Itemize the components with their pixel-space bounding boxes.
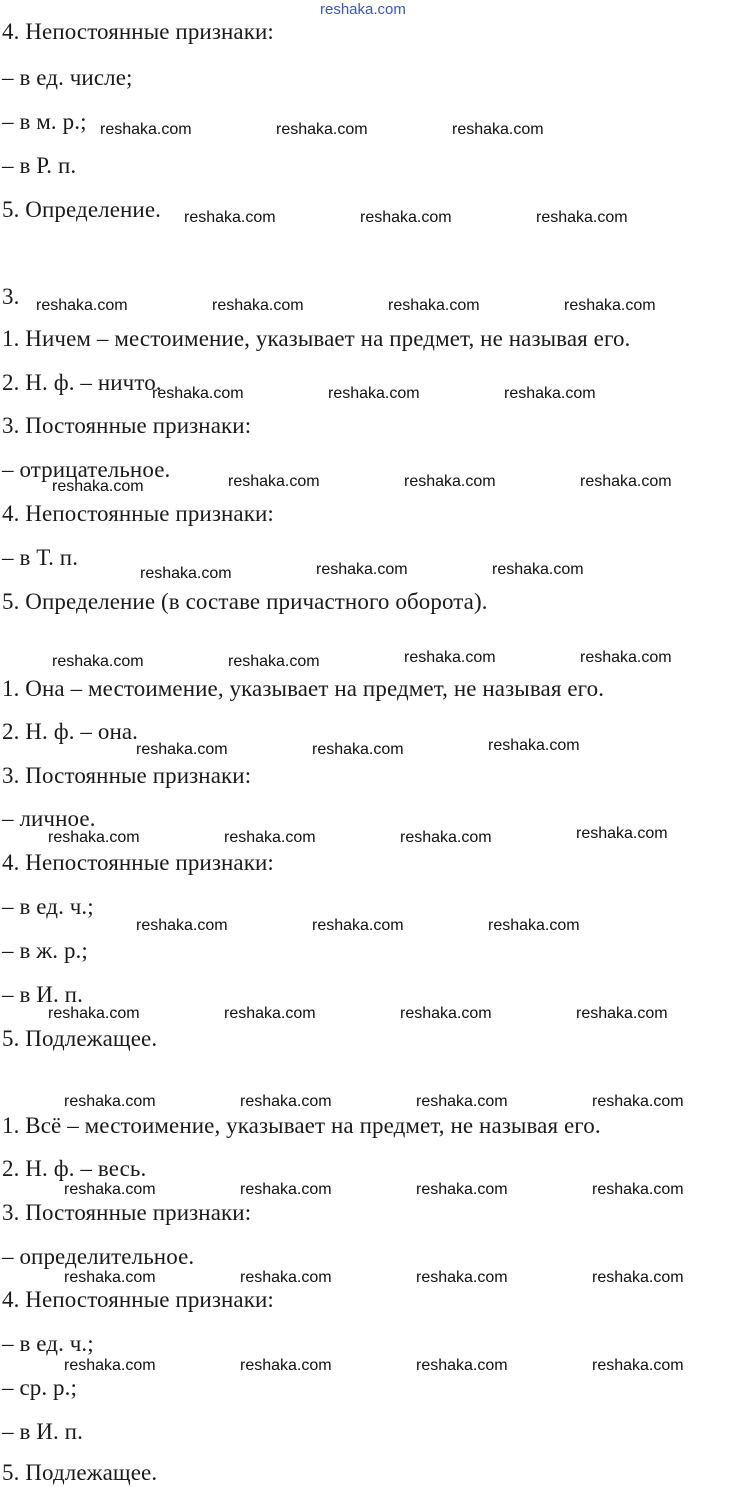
watermark: reshaka.com (64, 1269, 156, 1286)
text-line: – в ед. ч.; (2, 894, 94, 919)
text-line: 4. Непостоянные признаки: (2, 850, 274, 875)
watermark: reshaka.com (100, 121, 192, 138)
header-watermark[interactable]: reshaka.com (320, 1, 406, 18)
watermark: reshaka.com (48, 1005, 140, 1022)
watermark: reshaka.com (48, 829, 140, 846)
text-line: 2. Н. ф. – она. (2, 719, 139, 744)
text-line: – в ж. р.; (2, 938, 88, 963)
watermark: reshaka.com (488, 737, 580, 754)
watermark: reshaka.com (416, 1269, 508, 1286)
text-line: – в Р. п. (2, 153, 77, 178)
watermark: reshaka.com (184, 209, 276, 226)
watermark: reshaka.com (52, 478, 144, 495)
watermark: reshaka.com (504, 385, 596, 402)
text-line: – отрицательное. (2, 457, 171, 482)
text-line: 1. Всё – местоимение, указывает на предмет, не называя его. (2, 1113, 601, 1138)
watermark: reshaka.com (240, 1093, 332, 1110)
text-line: 4. Непостоянные признаки: (2, 1287, 274, 1312)
text-line: 3. Постоянные признаки: (2, 763, 252, 788)
watermark: reshaka.com (416, 1357, 508, 1374)
watermark: reshaka.com (452, 121, 544, 138)
text-line: – ср. р.; (2, 1375, 77, 1400)
watermark: reshaka.com (400, 1005, 492, 1022)
watermark: reshaka.com (64, 1181, 156, 1198)
watermark: reshaka.com (488, 917, 580, 934)
text-line: – в ед. числе; (2, 65, 133, 90)
text-line: 4. Непостоянные признаки: (2, 501, 274, 526)
text-line: 5. Подлежащее. (2, 1026, 158, 1051)
text-line: 5. Подлежащее. (2, 1460, 158, 1485)
watermark: reshaka.com (564, 297, 656, 314)
text-line: 3. Постоянные признаки: (2, 1200, 252, 1225)
watermark: reshaka.com (212, 297, 304, 314)
text-line: 5. Определение (в составе причастного оборота). (2, 589, 488, 614)
watermark: reshaka.com (312, 741, 404, 758)
watermark: reshaka.com (240, 1181, 332, 1198)
watermark: reshaka.com (36, 297, 128, 314)
text-line: – в м. р.; (2, 109, 87, 134)
watermark: reshaka.com (140, 565, 232, 582)
text-line: 1. Ничем – местоимение, указывает на предмет, не называя его. (2, 326, 631, 351)
watermark: reshaka.com (388, 297, 480, 314)
watermark: reshaka.com (580, 649, 672, 666)
watermark: reshaka.com (136, 741, 228, 758)
watermark: reshaka.com (228, 653, 320, 670)
watermark: reshaka.com (576, 825, 668, 842)
watermark: reshaka.com (400, 829, 492, 846)
watermark: reshaka.com (224, 829, 316, 846)
watermark: reshaka.com (316, 561, 408, 578)
watermark: reshaka.com (224, 1005, 316, 1022)
watermark: reshaka.com (136, 917, 228, 934)
watermark: reshaka.com (404, 649, 496, 666)
watermark: reshaka.com (276, 121, 368, 138)
watermark: reshaka.com (240, 1357, 332, 1374)
watermark: reshaka.com (592, 1357, 684, 1374)
watermark: reshaka.com (592, 1269, 684, 1286)
watermark: reshaka.com (576, 1005, 668, 1022)
watermark: reshaka.com (328, 385, 420, 402)
watermark: reshaka.com (64, 1093, 156, 1110)
watermark: reshaka.com (416, 1093, 508, 1110)
text-line: 1. Она – местоимение, указывает на предмет, не называя его. (2, 676, 605, 701)
text-line: – в И. п. (2, 982, 83, 1007)
watermark: reshaka.com (152, 385, 244, 402)
watermark: reshaka.com (536, 209, 628, 226)
watermark: reshaka.com (360, 209, 452, 226)
watermark: reshaka.com (416, 1181, 508, 1198)
text-line: 3. (2, 284, 20, 309)
watermark: reshaka.com (592, 1181, 684, 1198)
text-line: – в ед. ч.; (2, 1331, 94, 1356)
watermark: reshaka.com (52, 653, 144, 670)
text-line: – определительное. (2, 1244, 195, 1269)
watermark: reshaka.com (492, 561, 584, 578)
text-line: 4. Непостоянные признаки: (2, 19, 274, 44)
text-line: – личное. (2, 806, 96, 831)
watermark: reshaka.com (580, 473, 672, 490)
text-line: 2. Н. ф. – ничто. (2, 370, 162, 395)
watermark: reshaka.com (312, 917, 404, 934)
text-line: – в Т. п. (2, 545, 79, 570)
watermark: reshaka.com (228, 473, 320, 490)
text-line: 5. Определение. (2, 197, 161, 222)
text-line: – в И. п. (2, 1419, 83, 1444)
text-line: 2. Н. ф. – весь. (2, 1156, 147, 1181)
watermark: reshaka.com (404, 473, 496, 490)
watermark: reshaka.com (240, 1269, 332, 1286)
watermark: reshaka.com (64, 1357, 156, 1374)
watermark: reshaka.com (592, 1093, 684, 1110)
text-line: 3. Постоянные признаки: (2, 413, 252, 438)
